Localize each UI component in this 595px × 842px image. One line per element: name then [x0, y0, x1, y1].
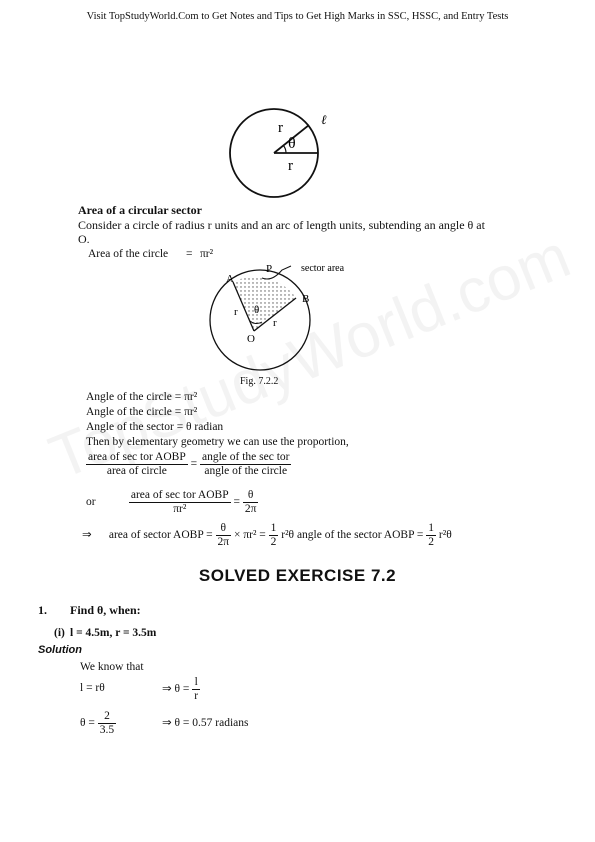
solution-label: Solution	[38, 644, 82, 656]
result-mid: × πr² =	[233, 529, 266, 542]
angle-line-1: Angle of the circle = πr²	[86, 391, 198, 403]
denominator: 2	[270, 536, 277, 548]
area-circle-value: πr²	[200, 248, 214, 260]
point-p: P	[266, 263, 273, 275]
we-know-text: We know that	[80, 661, 144, 673]
theta-equals: θ =	[80, 717, 95, 730]
equals: =	[190, 458, 198, 471]
denominator: 2	[428, 536, 435, 548]
or-label: or	[86, 496, 96, 509]
point-b: B	[302, 293, 310, 305]
denominator: area of circle	[106, 465, 167, 477]
page-header: Visit TopStudyWorld.Com to Get Notes and Tips to Get High Marks in SSC, HSSC, and Entry Tests	[86, 11, 509, 22]
proportion-1	[86, 451, 291, 478]
equation-1-lhs: l = rθ	[80, 682, 105, 694]
figure-caption: Fig. 7.2.2	[240, 376, 279, 387]
result-text: r²θ angle of the sector AOBP =	[281, 529, 424, 542]
numerator: l	[192, 676, 200, 690]
angle-line-4: Then by elementary geometry we can use the proportion,	[86, 436, 349, 448]
fraction	[200, 451, 292, 478]
intro-line-2: O.	[78, 232, 90, 246]
fraction	[129, 489, 231, 516]
arc-label: ℓ	[321, 112, 327, 127]
angle-line-2: Angle of the circle = πr²	[86, 406, 198, 418]
denominator: r	[194, 690, 199, 702]
equation-1-rhs	[162, 676, 200, 703]
angle-line-3: Angle of the sector = θ radian	[86, 421, 224, 433]
implies-arrow: ⇒	[82, 529, 92, 542]
result-end: r²θ	[438, 529, 452, 542]
result-lhs: area of sector AOBP =	[108, 529, 213, 542]
numerator: 2	[98, 710, 116, 724]
sector-area-label: sector area	[301, 263, 345, 274]
intro-line-1: Consider a circle of radius r units and an arc of length units, subtending an angle θ at	[78, 218, 485, 232]
denominator: πr²	[173, 503, 187, 515]
implies-theta: ⇒ θ =	[162, 683, 190, 696]
denominator: angle of the circle	[204, 465, 288, 477]
point-a: A	[226, 273, 234, 285]
numerator: area of sec tor AOBP	[130, 489, 229, 501]
radius-label-right: r	[273, 317, 277, 329]
area-circle-eq: =	[186, 248, 193, 260]
numerator: θ	[243, 489, 259, 503]
solved-exercise-title: SOLVED EXERCISE 7.2	[198, 566, 397, 585]
numerator: angle of the sec tor	[201, 451, 290, 463]
numerator: 1	[270, 522, 277, 534]
subquestion-label: (i)	[54, 627, 65, 639]
denominator: 3.5	[99, 724, 115, 736]
radius-label-left: r	[234, 306, 238, 318]
fraction	[426, 522, 436, 549]
numerator: 1	[428, 522, 435, 534]
point-o: O	[247, 333, 255, 345]
equals: =	[233, 496, 240, 509]
section-heading: Area of a circular sector	[78, 203, 202, 217]
area-circle-label: Area of the circle	[88, 248, 169, 260]
sector-area-result	[82, 522, 452, 549]
fraction	[243, 489, 259, 516]
theta-label: θ	[288, 135, 296, 152]
question-text: Find θ, when:	[70, 603, 141, 617]
sector-figure	[200, 258, 370, 378]
radius-label-top: r	[278, 120, 283, 136]
fraction	[269, 522, 279, 549]
circle-figure	[225, 98, 345, 198]
denominator: 2π	[244, 503, 257, 515]
proportion-2	[86, 489, 258, 516]
fraction	[86, 451, 188, 478]
numerator: area of sec tor AOBP	[88, 451, 186, 463]
radius-label-bottom: r	[288, 158, 293, 174]
subquestion-text: l = 4.5m, r = 3.5m	[70, 627, 157, 639]
equation-2-lhs	[80, 710, 116, 737]
denominator: 2π	[217, 536, 230, 548]
equation-2-rhs: ⇒ θ = 0.57 radians	[162, 717, 249, 729]
numerator: θ	[216, 522, 232, 536]
question-number: 1.	[38, 603, 47, 617]
fraction	[192, 676, 200, 703]
fraction	[216, 522, 232, 549]
fraction	[98, 710, 116, 737]
theta-label: θ	[254, 304, 260, 316]
